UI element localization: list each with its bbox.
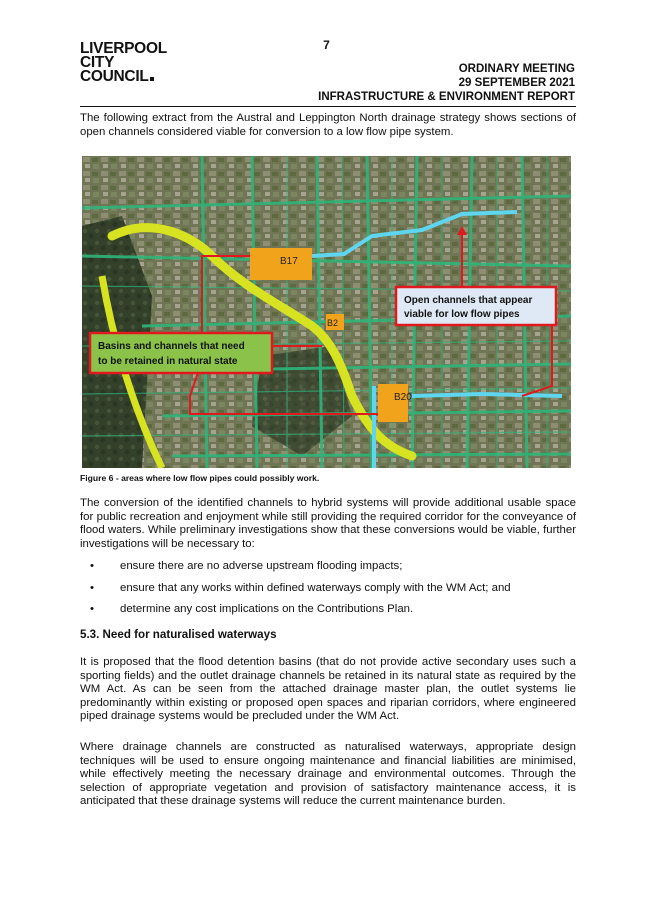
label-b20: B20 (394, 392, 412, 403)
meeting-date: 29 SEPTEMBER 2021 (458, 77, 575, 89)
basin-b20 (378, 384, 408, 422)
meeting-title: ORDINARY MEETING (458, 63, 575, 75)
logo-line-1: LIVERPOOL (80, 40, 167, 57)
report-title: INFRASTRUCTURE & ENVIRONMENT REPORT (318, 91, 575, 103)
conversion-paragraph: The conversion of the identified channels to hybrid systems will provide additional usable space for public recreation and enjoyment while still providing the required corridor for the conveyance of flood waters. While preliminary investigations show that these conversions would be viable, further investigations will be necessary to: (80, 497, 576, 550)
list-item: • ensure that any works within defined waterways comply with the WM Act; and (80, 582, 576, 604)
naturalised-paragraph-1: It is proposed that the flood detention basins (that do not provide active secondary uses such a sporting fields) and the outlet drainage channels be retained in its natural state as required by the WM Act. As can be seen from the attached drainage master plan, the outlet systems lie predominantly within existing or proposed open spaces and riparian corridors, where engineered piped drainage systems would be precluded under the WM Act. (80, 656, 576, 723)
callout-viable (396, 287, 556, 325)
meeting-header (459, 62, 575, 90)
logo-line-2: CITY (80, 54, 115, 71)
logo-line-3: COUNCIL (80, 70, 167, 84)
header-rule (80, 106, 576, 107)
map-svg (82, 156, 571, 468)
page-number: 7 (323, 38, 330, 52)
investigation-list (80, 560, 576, 625)
label-b2x: B2 (327, 318, 339, 328)
list-item: • determine any cost implications on the Contributions Plan. (80, 603, 576, 625)
list-item: • ensure there are no adverse upstream flooding impacts; (80, 560, 576, 582)
intro-paragraph: The following extract from the Austral and Leppington North drainage strategy shows sections of open channels considered viable for conversion to a low flow pipe system. (80, 112, 576, 138)
figure-caption: Figure 6 - areas where low flow pipes could possibly work. (80, 473, 320, 483)
callout-retained (90, 333, 272, 373)
callout-retained-line2: to be retained in natural state (98, 356, 238, 367)
callout-retained-line1: Basins and channels that need (98, 341, 245, 352)
label-b17: B17 (280, 256, 298, 267)
section-heading: 5.3. Need for naturalised waterways (80, 628, 277, 641)
council-logo (80, 42, 167, 84)
drainage-map-figure (82, 156, 571, 468)
naturalised-paragraph-2: Where drainage channels are constructed as naturalised waterways, appropriate design techniques will be used to ensure ongoing maintenance and financial liabilities are minimised, while effectively meeting the necessary drainage and environmental outcomes. Through the selection of appropriate vegetation and provision of satisfactory maintenance access, it is anticipated that these drainage systems will reduce the current maintenance burden. (80, 741, 576, 808)
callout-viable-line2: viable for low flow pipes (404, 309, 520, 320)
callout-viable-line1: Open channels that appear (404, 295, 533, 306)
